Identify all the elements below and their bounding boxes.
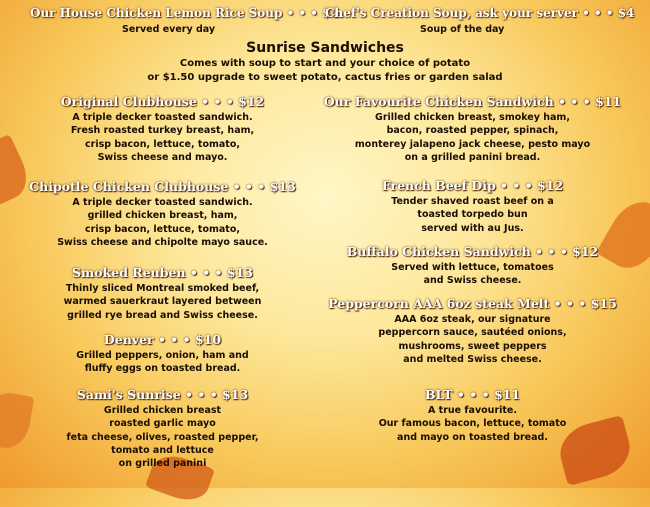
menu-item-title: French Beef Dip • • • $12: [381, 178, 564, 193]
menu-item-description: [20, 111, 305, 164]
soup-left-subtitle: Served every day: [122, 24, 216, 35]
description-line: AAA 6oz steak, our signature: [394, 314, 551, 325]
description-line: Swiss cheese and chipolte mayo sauce.: [57, 236, 268, 248]
menu-item-title: Smoked Reuben • • • $13: [72, 265, 253, 280]
description-line: on grilled panini: [118, 458, 207, 470]
menu-item: [310, 178, 635, 235]
menu-item-title: BLT • • • $11: [424, 387, 521, 402]
menu-item-description: [310, 313, 635, 366]
menu-item: [20, 387, 305, 470]
description-line: and melted Swiss cheese.: [403, 353, 542, 365]
description-line: feta cheese, olives, roasted pepper,: [66, 431, 259, 443]
description-line: grilled rye bread and Swiss cheese.: [67, 309, 258, 321]
menu-item-description: [310, 195, 635, 235]
menu-item-description: [20, 404, 305, 470]
description-line: A true favourite.: [428, 405, 517, 416]
menu-item-title: Our Favourite Chicken Sandwich • • • $11: [323, 94, 622, 109]
soup-right-title: Chef's Creation Soup, ask your server • • • $4: [325, 6, 635, 20]
menu-item-title: Peppercorn AAA 6oz steak Melt • • • $15: [328, 296, 617, 311]
description-line: Thinly sliced Montreal smoked beef,: [65, 283, 260, 294]
soup-right-subtitle: Soup of the day: [420, 24, 505, 35]
description-line: Fresh roasted turkey breast, ham,: [70, 125, 255, 137]
description-line: Grilled peppers, onion, ham and: [76, 350, 249, 361]
menu-item-title: Buffalo Chicken Sandwich • • • $12: [346, 244, 599, 259]
menu-item: [310, 296, 635, 366]
menu-item-title: Chipotle Chicken Clubhouse • • • $13: [29, 179, 296, 194]
description-line: peppercorn sauce, sautéed onions,: [378, 327, 567, 339]
description-line: roasted garlic mayo: [109, 418, 216, 430]
description-line: toasted torpedo bun: [417, 209, 528, 221]
menu-item-title: Sami's Sunrise • • • $13: [76, 387, 249, 402]
description-line: Served with lettuce, tomatoes: [391, 262, 554, 273]
menu-item: [20, 94, 305, 164]
menu-item-description: [310, 111, 635, 164]
menu-item: [20, 265, 305, 322]
description-line: mushrooms, sweet peppers: [398, 340, 547, 352]
description-line: Grilled chicken breast: [103, 405, 222, 416]
description-line: Our famous bacon, lettuce, tomato: [378, 418, 567, 430]
menu-item: [20, 179, 305, 249]
description-line: Grilled chicken breast, smokey ham,: [375, 112, 570, 123]
description-line: on a grilled panini bread.: [404, 151, 541, 163]
menu-item-description: [20, 282, 305, 322]
description-line: monterey jalapeno jack cheese, pesto mayo: [354, 138, 591, 150]
soup-left-title: Our House Chicken Lemon Rice Soup • • • $4: [30, 6, 339, 20]
description-line: A triple decker toasted sandwich.: [72, 112, 253, 123]
section-subtitle-2: or $1.50 upgrade to sweet potato, cactus fries or garden salad: [147, 72, 503, 83]
menu-item: [20, 332, 305, 376]
description-line: crisp bacon, lettuce, tomato,: [85, 223, 240, 235]
description-line: warmed sauerkraut layered between: [63, 296, 262, 308]
description-line: and mayo on toasted bread.: [397, 431, 548, 443]
menu-item: [310, 244, 635, 288]
description-line: crisp bacon, lettuce, tomato,: [85, 138, 240, 150]
menu-item-description: [310, 404, 635, 444]
description-line: tomato and lettuce: [111, 444, 214, 456]
description-line: Swiss cheese and mayo.: [97, 151, 228, 163]
menu-item-description: [20, 349, 305, 376]
description-line: bacon, roasted pepper, spinach,: [386, 125, 559, 137]
description-line: grilled chicken breast, ham,: [87, 210, 238, 222]
menu-item: [310, 387, 635, 444]
section-title: Sunrise Sandwiches: [246, 40, 404, 56]
section-subtitle-1: Comes with soup to start and your choice of potato: [179, 58, 471, 69]
menu-item-title: Denver • • • $10: [103, 332, 222, 347]
menu-item-description: [20, 196, 305, 249]
description-line: A triple decker toasted sandwich.: [72, 197, 253, 208]
menu-item-title: Original Clubhouse • • • $12: [60, 94, 265, 109]
menu-item-description: [310, 261, 635, 288]
menu-item: [310, 94, 635, 164]
description-line: Tender shaved roast beef on a: [391, 196, 554, 207]
description-line: fluffy eggs on toasted bread.: [84, 363, 241, 375]
description-line: served with au Jus.: [421, 222, 524, 234]
description-line: and Swiss cheese.: [423, 275, 522, 287]
